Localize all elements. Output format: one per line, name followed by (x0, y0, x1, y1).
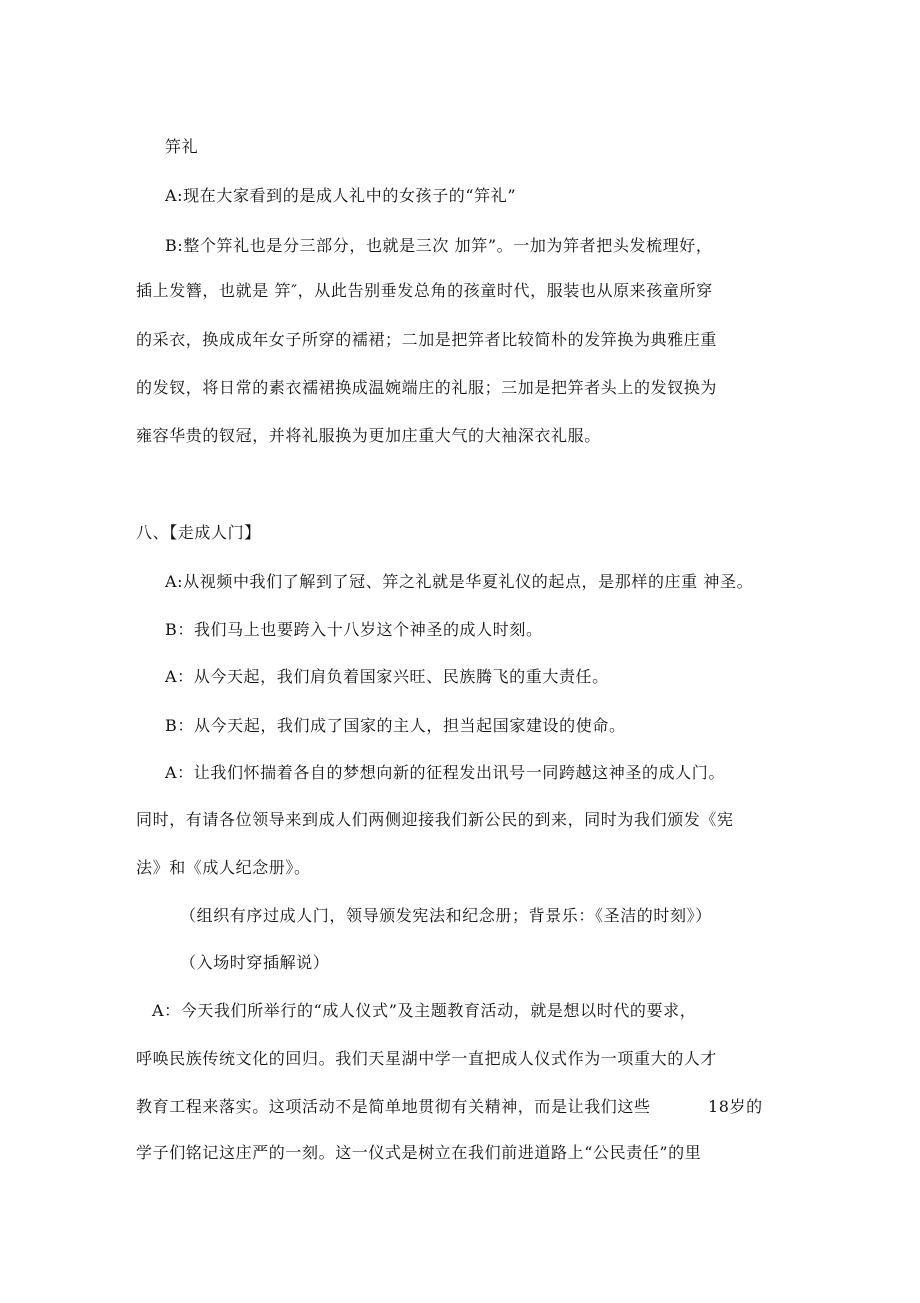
paragraph-line: 学子们铭记这庄严的一刻。这一仪式是树立在我们前进道路上“公民责任”的里 (136, 1143, 702, 1162)
paragraph-line: 的发钗，将日常的素衣襦裙换成温婉端庄的礼服；三加是把笄者头上的发钗换为 (136, 378, 718, 397)
paragraph-line: 法》和《成人纪念册》。 (136, 858, 311, 877)
paragraph-line: 教育工程来落实。这项活动不是简单地贯彻有关精神，而是让我们这些 (136, 1097, 651, 1116)
paragraph-line: 同时，有请各位领导来到成人们两侧迎接我们新公民的到来，同时为我们颁发《宪 (136, 810, 734, 829)
paragraph-line: 呼唤民族传统文化的回归。我们天星湖中学一直把成人仪式作为一项重大的人才 (136, 1049, 718, 1068)
paragraph-line: 雍容华贵的钗冠，并将礼服换为更加庄重大气的大袖深衣礼服。 (136, 426, 601, 445)
stage-direction: （组织有序过成人门，领导颁发宪法和纪念册；背景乐：《圣洁的时刻》） (180, 906, 712, 925)
paragraph-line: A:现在大家看到的是成人礼中的女孩子的“笄礼” (165, 186, 517, 205)
paragraph-line: A：今天我们所举行的“成人仪式”及主题教育活动，就是想以时代的要求， (152, 1001, 697, 1020)
paragraph-line: 的采衣，换成成年女子所穿的襦裙；二加是把笄者比较简朴的发笄换为典雅庄重 (136, 330, 718, 349)
paragraph-line: B：从今天起，我们成了国家的主人，担当起国家建设的使命。 (165, 716, 626, 735)
section-heading-zou-cheng-ren-men: 八、【走成人门】 (136, 523, 261, 542)
paragraph-line: A:从视频中我们了解到了冠、笄之礼就是华夏礼仪的起点，是那样的庄重 神圣。 (165, 572, 754, 591)
paragraph-line: A：让我们怀揣着各自的梦想向新的征程发出讯号一同跨越这神圣的成人门。 (165, 763, 725, 782)
stage-direction: （入场时穿插解说） (180, 953, 330, 972)
section-heading-jili: 笄礼 (165, 137, 199, 156)
paragraph-line: B:整个笄礼也是分三部分，也就是三次 加笄”。一加为笄者把头发梳理好， (165, 236, 713, 255)
paragraph-line: B：我们马上也要跨入十八岁这个神圣的成人时刻。 (165, 620, 543, 639)
paragraph-line-tail: 18岁的 (708, 1097, 763, 1116)
paragraph-line: 插上发簪，也就是 笄″，从此告别垂发总角的孩童时代，服装也从原来孩童所穿 (136, 281, 713, 300)
paragraph-line: A：从今天起，我们肩负着国家兴旺、民族腾飞的重大责任。 (165, 667, 609, 686)
